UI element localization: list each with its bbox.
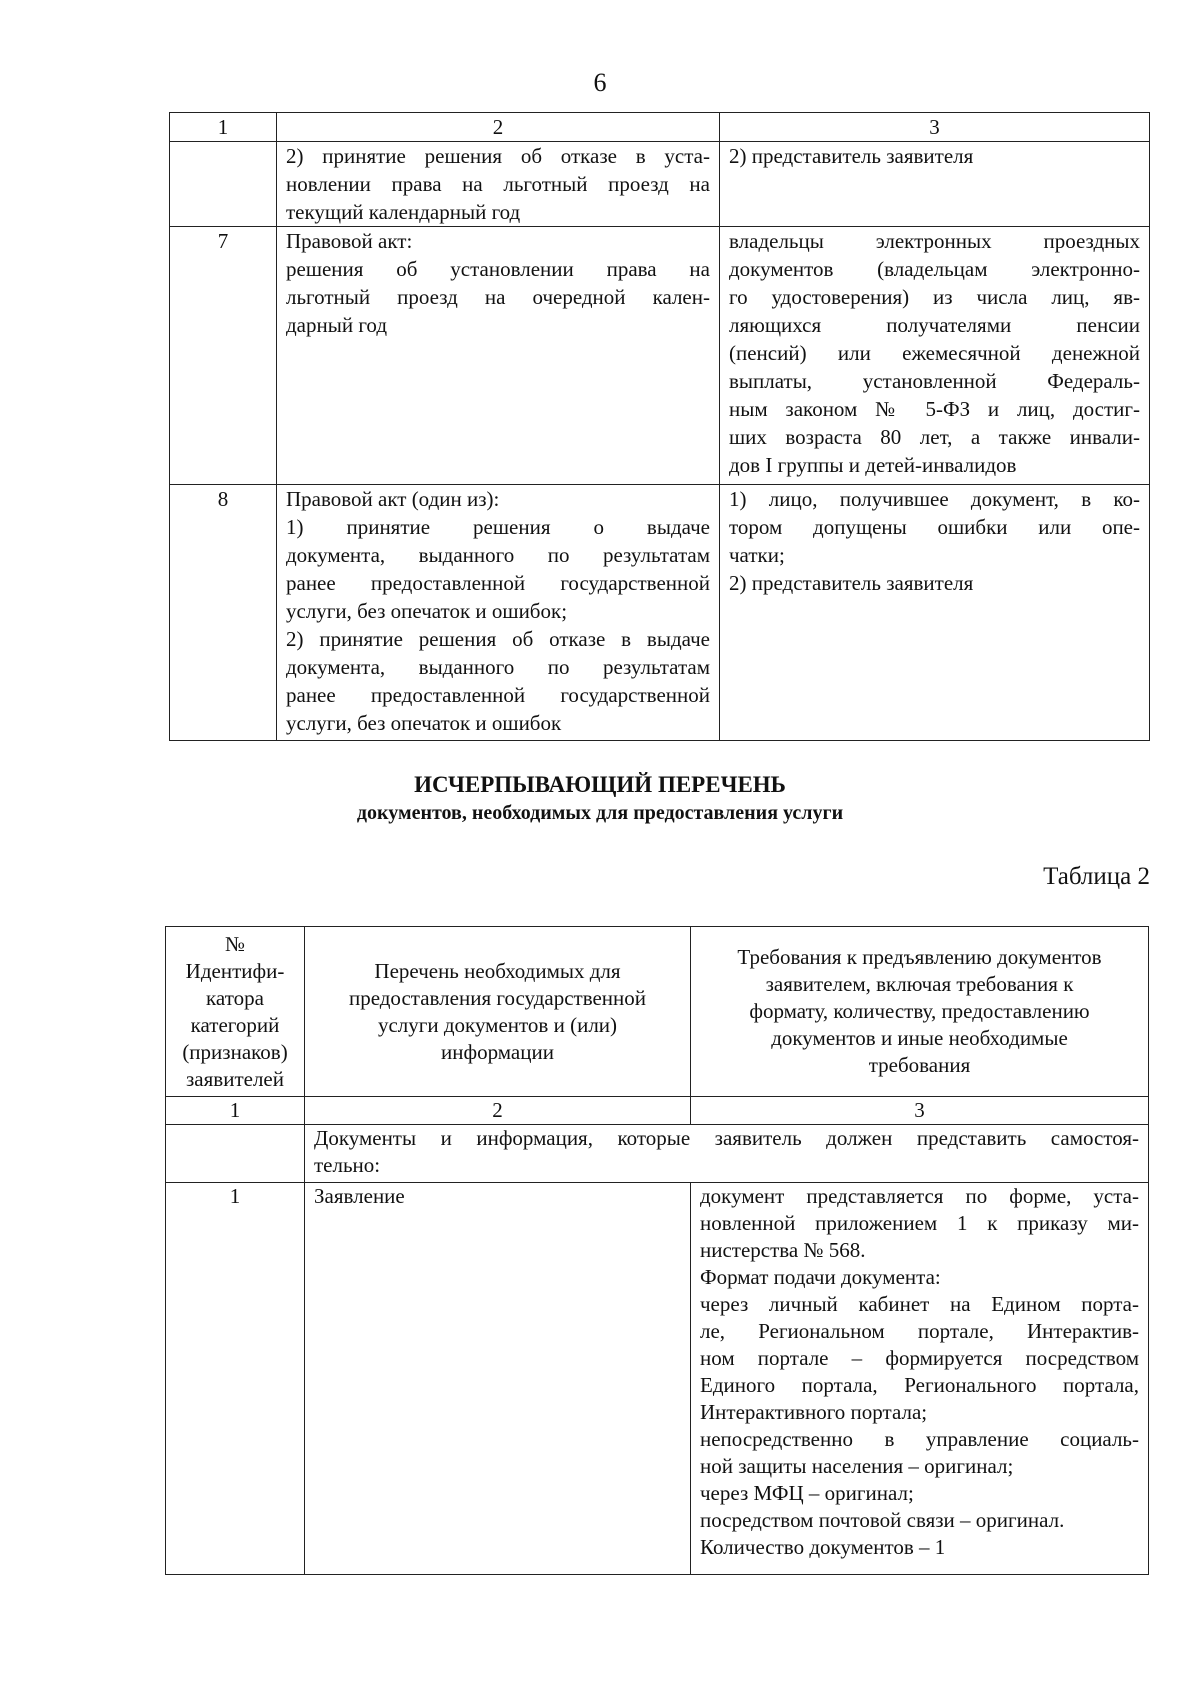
text-line: Документы и информация, которые заявитель должен представить самостоя- [314,1126,1139,1150]
text-line: через МФЦ – оригинал; [700,1481,914,1505]
header-line: информации [441,1039,554,1064]
row-number: 7 [170,227,277,485]
text-line: ным законом № 5-ФЗ и лиц, достиг- [729,397,1140,421]
page-number: 6 [593,68,607,97]
text-line: непосредственно в управление социаль- [700,1427,1139,1451]
text-line: через личный кабинет на Едином порта- [700,1292,1139,1316]
text-line: выплаты, установленной Федераль- [729,369,1140,393]
table-row [166,1183,1149,1575]
text-line: чатки; [729,543,785,567]
header-line: Перечень необходимых для [374,958,621,983]
text-line: документов (владельцам электронно- [729,257,1140,281]
col-number-1: 1 [170,113,277,142]
applicant-category [720,227,1150,485]
text-line: ранее предоставленной государственной [286,683,710,707]
row-number: 8 [170,485,277,741]
header-line: катора [206,985,264,1010]
table-col-number-row [166,1097,1149,1125]
result-description [277,227,720,485]
text-line: 2) представитель заявителя [729,144,974,168]
col-number-3: 3 [720,113,1150,142]
text-line: ранее предоставленной государственной [286,571,710,595]
table-col-number-row [170,113,1150,142]
text-line: Количество документов – 1 [700,1535,946,1559]
header-document-list [305,927,691,1097]
result-description [277,142,720,227]
text-line: Правовой акт: [286,229,413,253]
header-requirements [691,927,1149,1097]
text-line: Интерактивного портала; [700,1400,928,1424]
result-description [277,485,720,741]
text-line: льготный проезд на очередной кален- [286,285,710,309]
header-line: Идентифи- [185,958,285,983]
text-line: ле, Региональном портале, Интерактив- [700,1319,1139,1343]
text-line: дарный год [286,313,388,337]
text-line: владельцы электронных проездных [729,229,1140,253]
text-line: новлении права на льготный проезд на [286,172,710,196]
text-line: ной защиты населения – оригинал; [700,1454,1014,1478]
header-line: требования [868,1053,971,1077]
text-line: Правовой акт (один из): [286,487,500,511]
text-line: посредством почтовой связи – оригинал. [700,1508,1065,1532]
document-name: Заявление [305,1183,691,1575]
table-group-row [166,1125,1149,1183]
header-line: документов и иные необходимые [771,1026,1068,1050]
text-line: (пенсий) или ежемесячной денежной [729,341,1140,365]
table-applicants-results [169,112,1150,741]
header-line: заявителем, включая требования к [765,972,1074,996]
applicant-category [720,485,1150,741]
group-row-empty-cell [166,1125,305,1183]
header-line: (признаков) [182,1039,288,1064]
text-line: 2) представитель заявителя [729,571,974,595]
applicant-category [720,142,1150,227]
table-row [170,485,1150,741]
text-line: Единого портала, Регионального портала, [700,1373,1139,1397]
table-row [170,142,1150,227]
header-line: услуги документов и (или) [377,1012,618,1037]
header-line: заявителей [186,1066,284,1091]
section-title: ИСЧЕРПЫВАЮЩИЙ ПЕРЕЧЕНЬ [414,772,786,797]
header-line: № [224,931,246,956]
row-number [170,142,277,227]
text-line: документ представляется по форме, уста- [700,1184,1139,1208]
table-caption: Таблица 2 [1043,863,1150,890]
header-line: предоставления государственной [348,985,647,1010]
text-line: ляющихся получателями пенсии [729,313,1140,337]
text-line: решения об установлении права на [286,257,710,281]
col-number-1: 1 [166,1097,305,1125]
header-line: категорий [190,1012,280,1037]
header-line: формату, количеству, предоставлению [749,999,1090,1023]
text-line: услуги, без опечаток и ошибок [286,711,562,735]
text-line: 1) принятие решения о выдаче [286,515,710,539]
text-line: 1) лицо, получившее документ, в ко- [729,487,1140,511]
text-line: 2) принятие решения об отказе в выдаче [286,627,710,651]
text-line: текущий календарный год [286,200,521,224]
text-line: го удостоверения) из числа лиц, яв- [729,285,1140,309]
col-number-2: 2 [305,1097,691,1125]
col-number-2: 2 [277,113,720,142]
row-number: 1 [166,1183,305,1575]
table-required-documents [165,926,1149,1575]
text-line: новленной приложением 1 к приказу ми- [700,1211,1139,1235]
group-row-title [305,1125,1149,1183]
text-line: тельно: [314,1153,381,1177]
header-category-id [166,927,305,1097]
header-line: Требования к предъявлению документов [737,945,1102,969]
table-header-row [166,927,1149,1097]
text-line: дов I группы и детей-инвалидов [729,453,1017,477]
text-line: тором допущены ошибки или опе- [729,515,1140,539]
col-number-3: 3 [691,1097,1149,1125]
text-line: ших возраста 80 лет, а также инвали- [729,425,1140,449]
text-line: Формат подачи документа: [700,1265,941,1289]
table-row [170,227,1150,485]
text-line: нистерства № 568. [700,1238,866,1262]
text-line: документа, выданного по результатам [286,655,710,679]
text-line: 2) принятие решения об отказе в уста- [286,144,710,168]
text-line: услуги, без опечаток и ошибок; [286,599,568,623]
text-line: документа, выданного по результатам [286,543,710,567]
text-line: ном портале – формируется посредством [700,1346,1139,1370]
section-subtitle: документов, необходимых для предоставления услуги [356,802,844,824]
document-requirements [691,1183,1149,1575]
